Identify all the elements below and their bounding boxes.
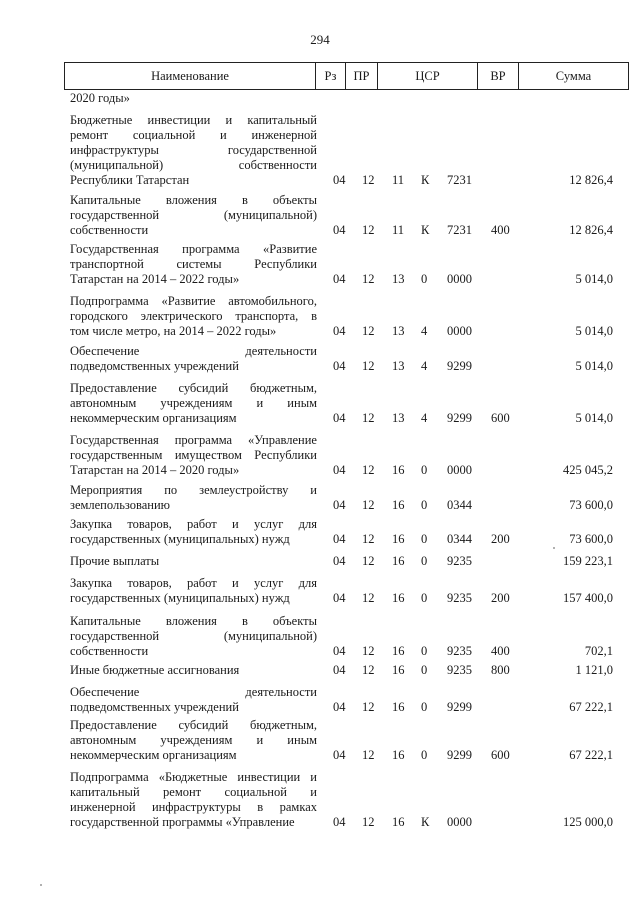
row-pr: 12 [362,700,375,714]
row-direction-code: 0000 [447,324,472,338]
row-name-line: инфраструктуры государственной [70,143,317,157]
row-program: 13 [392,359,405,373]
row-subprogram: 0 [421,272,428,286]
row-sum: 73 600,0 [569,498,613,512]
row-name [70,685,317,715]
row-subprogram: К [421,223,430,237]
row-pr: 12 [362,272,375,286]
row-name-line: Капитальные вложения в объекты [70,614,317,628]
row-name-line: том числе метро, на 2014 – 2022 годы» [70,324,277,338]
row-name-line: Подпрограмма «Развитие автомобильного, [70,294,317,308]
row-sum: 157 400,0 [563,591,613,605]
row-name [70,483,317,513]
row-program: 16 [392,700,405,714]
row-pr: 12 [362,748,375,762]
row-rz: 04 [333,748,346,762]
row-program: 16 [392,591,405,605]
row-sum: 5 014,0 [575,359,613,373]
header-pr: ПР [346,63,378,89]
row-direction-code: 9299 [447,359,472,373]
row-direction-code: 9299 [447,411,472,425]
row-sum: 425 045,2 [563,463,613,477]
row-subprogram: 4 [421,324,428,338]
row-name-line: автономным учреждениям и иным [70,733,317,747]
row-name [70,718,317,763]
row-sum: 67 222,1 [569,748,613,762]
row-name [70,614,317,659]
row-subprogram: К [421,815,430,829]
row-sum: 159 223,1 [563,554,613,568]
row-subprogram: 0 [421,463,428,477]
row-program: 13 [392,324,405,338]
row-name-line: государственной программы «Управление [70,815,295,829]
row-rz: 04 [333,815,346,829]
row-name-line: Закупка товаров, работ и услуг для [70,576,317,590]
row-name-line: государственных (муниципальных) нужд [70,591,290,605]
row-rz: 04 [333,272,346,286]
row-direction-code: 0000 [447,272,472,286]
row-name-line: капитальный ремонт социальной и [70,785,317,799]
row-name-line: транспортной системы Республики [70,257,317,271]
row-direction-code: 0000 [447,815,472,829]
row-name-line: автономным учреждениям и иным [70,396,317,410]
row-direction-code: 9235 [447,554,472,568]
row-sum: 5 014,0 [575,324,613,338]
row-subprogram: 0 [421,663,428,677]
row-pr: 12 [362,644,375,658]
row-subprogram: 0 [421,748,428,762]
row-name-line: подведомственных учреждений [70,700,239,714]
row-vr: 200 [491,591,510,605]
row-name [70,294,317,339]
scan-speck [40,884,42,886]
continued-text: 2020 годы» [70,91,130,105]
row-name-line: ремонт социальной и инженерной [70,128,317,142]
row-name [70,113,317,188]
row-rz: 04 [333,591,346,605]
row-sum: 5 014,0 [575,272,613,286]
row-rz: 04 [333,324,346,338]
row-subprogram: К [421,173,430,187]
row-rz: 04 [333,223,346,237]
row-name-line: собственности [70,223,149,237]
page-number: 294 [310,32,330,47]
row-vr: 400 [491,223,510,237]
row-name-line: Предоставление субсидий бюджетным, [70,381,317,395]
row-direction-code: 7231 [447,223,472,237]
row-subprogram: 0 [421,700,428,714]
row-program: 13 [392,272,405,286]
row-name-line: государственных (муниципальных) нужд [70,532,290,546]
row-program: 16 [392,644,405,658]
row-rz: 04 [333,532,346,546]
row-name [70,554,317,569]
row-program: 16 [392,498,405,512]
row-name-line: инженерной инфраструктуры в рамках [70,800,317,814]
row-rz: 04 [333,663,346,677]
row-sum: 5 014,0 [575,411,613,425]
row-pr: 12 [362,554,375,568]
header-sum: Сумма [555,69,592,83]
row-direction-code: 7231 [447,173,472,187]
row-direction-code: 9235 [447,644,472,658]
row-program: 16 [392,463,405,477]
row-program: 16 [392,663,405,677]
row-program: 16 [392,532,405,546]
row-subprogram: 4 [421,359,428,373]
row-pr: 12 [362,359,375,373]
row-subprogram: 0 [421,498,428,512]
row-name [70,193,317,238]
row-sum: 12 826,4 [569,173,613,187]
row-subprogram: 0 [421,532,428,546]
row-vr: 200 [491,532,510,546]
row-rz: 04 [333,554,346,568]
row-sum: 702,1 [584,644,613,658]
row-rz: 04 [333,173,346,187]
row-name-line: Иные бюджетные ассигнования [70,663,240,677]
row-name-line: Обеспечение деятельности [70,685,317,699]
row-sum: 12 826,4 [569,223,613,237]
row-name-line: Мероприятия по землеустройству и [70,483,317,497]
row-direction-code: 9235 [447,591,472,605]
row-subprogram: 0 [421,591,428,605]
row-name [70,517,317,547]
row-subprogram: 0 [421,644,428,658]
row-rz: 04 [333,498,346,512]
header-csr: ЦСР [378,63,478,89]
row-name-line: государственной (муниципальной) [70,208,317,222]
row-vr: 800 [491,663,510,677]
row-vr: 600 [491,411,510,425]
row-name-line: Предоставление субсидий бюджетным, [70,718,317,732]
row-program: 13 [392,411,405,425]
row-name [70,344,317,374]
row-name-line: некоммерческим организациям [70,411,237,425]
row-program: 16 [392,554,405,568]
row-rz: 04 [333,411,346,425]
row-vr: 600 [491,748,510,762]
row-program: 11 [392,173,405,187]
row-name [70,576,317,606]
table-header [64,62,629,90]
row-name-line: Татарстан на 2014 – 2022 годы» [70,272,240,286]
row-pr: 12 [362,411,375,425]
row-subprogram: 0 [421,554,428,568]
row-rz: 04 [333,644,346,658]
row-subprogram: 4 [421,411,428,425]
row-direction-code: 9235 [447,663,472,677]
row-pr: 12 [362,463,375,477]
row-name-line: Республики Татарстан [70,173,190,187]
row-program: 16 [392,815,405,829]
row-name-line: городского электрического транспорта, в [70,309,317,323]
row-pr: 12 [362,324,375,338]
header-rz: Рз [316,63,346,89]
row-name-line: (муниципальной) собственности [70,158,317,172]
row-direction-code: 0344 [447,498,472,512]
row-name-line: Государственная программа «Управление [70,433,317,447]
row-rz: 04 [333,359,346,373]
row-name [70,433,317,478]
row-name-line: некоммерческим организациям [70,748,237,762]
row-program: 16 [392,748,405,762]
row-name-line: Татарстан на 2014 – 2020 годы» [70,463,240,477]
row-name [70,381,317,426]
row-vr: 400 [491,644,510,658]
row-name-line: Бюджетные инвестиции и капитальный [70,113,317,127]
row-rz: 04 [333,700,346,714]
row-sum: 67 222,1 [569,700,613,714]
row-name-line: Государственная программа «Развитие [70,242,317,256]
header-name: Наименование [65,63,316,89]
row-name-line: подведомственных учреждений [70,359,239,373]
row-direction-code: 0344 [447,532,472,546]
row-program: 11 [392,223,405,237]
row-name-line: Подпрограмма «Бюджетные инвестиции и [70,770,317,784]
row-name-line: государственной (муниципальной) [70,629,317,643]
row-name-line: Закупка товаров, работ и услуг для [70,517,317,531]
row-sum: 125 000,0 [563,815,613,829]
row-pr: 12 [362,498,375,512]
row-name-line: Капитальные вложения в объекты [70,193,317,207]
row-name [70,663,317,678]
row-pr: 12 [362,591,375,605]
row-sum: 1 121,0 [575,663,613,677]
header-vr: ВР [478,63,519,89]
row-name-line: Обеспечение деятельности [70,344,317,358]
row-direction-code: 0000 [447,463,472,477]
row-name-line: Прочие выплаты [70,554,160,568]
row-sum: 73 600,0 [569,532,613,546]
row-rz: 04 [333,463,346,477]
row-pr: 12 [362,223,375,237]
row-pr: 12 [362,663,375,677]
row-pr: 12 [362,815,375,829]
row-name [70,242,317,287]
scan-speck [553,547,555,549]
row-name-line: собственности [70,644,149,658]
row-name [70,770,317,830]
row-pr: 12 [362,173,375,187]
row-pr: 12 [362,532,375,546]
row-name-line: государственным имуществом Республики [70,448,317,462]
row-direction-code: 9299 [447,700,472,714]
row-name-line: землепользованию [70,498,171,512]
row-direction-code: 9299 [447,748,472,762]
